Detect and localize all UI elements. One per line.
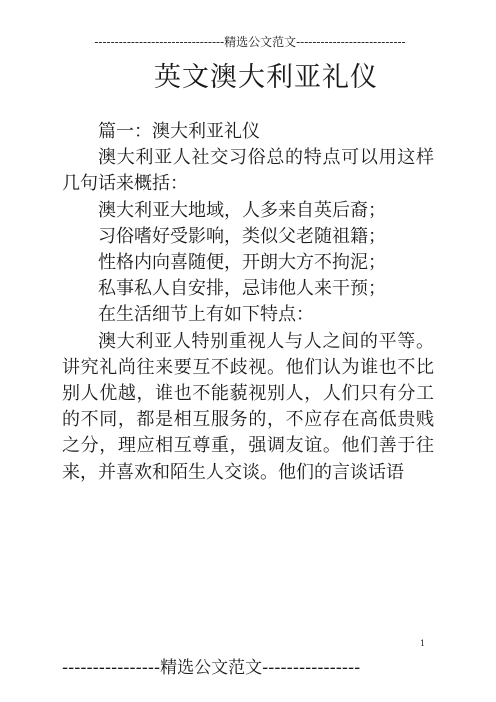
paragraph: 在生活细节上有如下特点：	[98, 304, 314, 326]
paragraph: 澳大利亚人社交习俗总的特点可以用这样几句话来概括：	[62, 147, 434, 195]
paragraph: 澳大利亚人特别重视人与人之间的平等。讲究礼尚往来要互不歧视。他们认为谁也不比别人优越，谁也不能藐视别人，人们只有分工的不同，都是相互服务的，不应存在高低贵贱之分，理应相互尊重，强调友谊。他们善于往来，并喜欢和陌生人交谈。他们的言谈话语	[62, 330, 434, 483]
page-footer: ----------------精选公文范文----------------	[62, 658, 361, 678]
paragraph: 性格内向喜随便，开朗大方不拘泥；	[98, 252, 386, 274]
paragraph: 私事私人自安排，忌讳他人来干预；	[98, 278, 386, 300]
page-number: 1	[420, 639, 426, 648]
paragraph: 习俗嗜好受影响，类似父老随祖籍；	[98, 225, 386, 247]
paragraph: 篇一：澳大利亚礼仪	[98, 121, 260, 142]
paragraph: 澳大利亚大地域，人多来自英后裔；	[98, 199, 386, 221]
document-body	[62, 119, 434, 486]
document-title: 英文澳大利亚礼仪	[154, 62, 378, 93]
page-header: --------------------------------精选公文范文---------------------------	[94, 35, 406, 49]
